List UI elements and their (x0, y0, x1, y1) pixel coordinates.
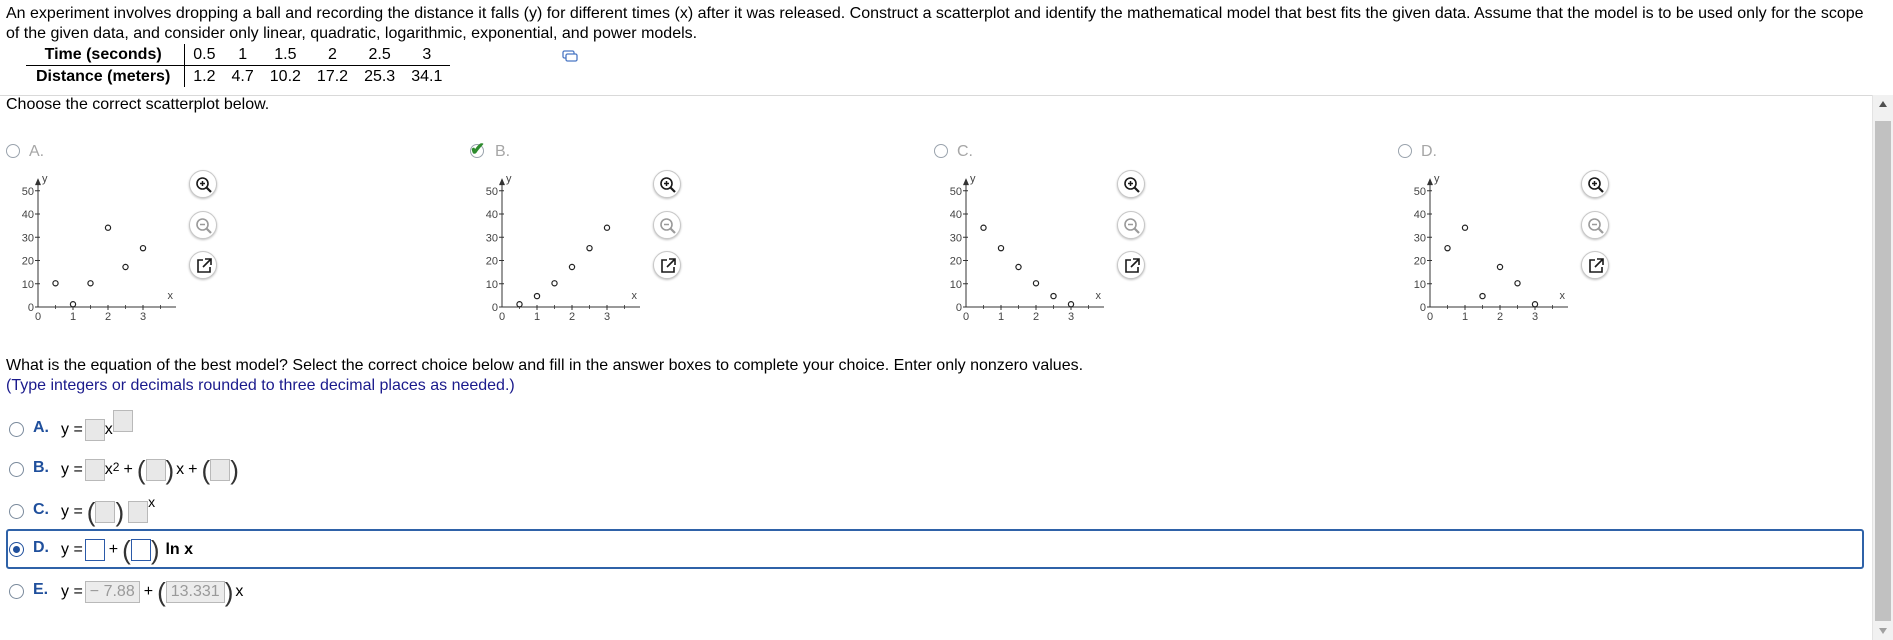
data-point (569, 264, 574, 269)
y-axis-letter: y (970, 173, 976, 186)
checkmark-icon: ✔ (470, 139, 486, 159)
y-axis-arrow (35, 178, 41, 185)
section-divider (0, 95, 1872, 96)
table-cell: 1 (224, 44, 262, 66)
data-point (1068, 302, 1073, 307)
option-label: A. (29, 143, 45, 160)
plot-tools-c (1117, 170, 1151, 280)
answer-box-coefficient[interactable] (128, 501, 148, 523)
x-symbol: x (235, 583, 244, 600)
answer-choice-c[interactable] (6, 493, 1866, 529)
right-paren: ) (224, 577, 234, 607)
popout-icon[interactable] (653, 251, 681, 279)
y-tick-label: 30 (485, 232, 498, 245)
radio-button[interactable] (1398, 144, 1412, 158)
zoom-out-icon[interactable] (1581, 211, 1609, 239)
option-label: C. (957, 143, 973, 160)
x-tick-label: 3 (139, 311, 147, 320)
answer-choice-a[interactable] (6, 411, 1866, 447)
data-point (88, 281, 93, 286)
answer-choice-b[interactable] (6, 451, 1866, 487)
x-tick-label: 1 (997, 311, 1005, 320)
y-tick-label: 40 (21, 209, 34, 221)
answer-box-coefficient[interactable] (85, 419, 105, 441)
data-point (123, 264, 128, 269)
y-tick-label: 50 (1413, 185, 1426, 198)
data-point (1016, 264, 1021, 269)
popout-icon[interactable] (1581, 251, 1609, 279)
table-cell: 0.5 (185, 44, 224, 66)
plot-option-c[interactable] (934, 143, 1234, 163)
zoom-out-icon[interactable] (1117, 211, 1145, 239)
x-tick-label: 3 (1531, 311, 1539, 320)
y-tick-label: 10 (1413, 278, 1426, 291)
answer-box-a[interactable] (85, 539, 105, 561)
data-point (1051, 293, 1056, 298)
table-row (26, 66, 450, 88)
left-paren: ( (86, 497, 96, 527)
right-paren: ) (115, 497, 125, 527)
y-tick-label: 40 (1413, 209, 1426, 221)
data-point (1497, 264, 1502, 269)
y-equals: y = (61, 541, 83, 558)
equation-c (61, 494, 156, 527)
x-symbol: x (104, 421, 113, 438)
x-tick-label: 2 (1496, 311, 1504, 320)
y-tick-label: 0 (27, 302, 34, 314)
y-equals: y = (61, 461, 83, 478)
answer-choice-d[interactable] (6, 531, 1866, 567)
data-point (517, 302, 522, 307)
radio-button-selected[interactable] (9, 542, 24, 557)
x-tick-label: 3 (603, 311, 611, 320)
left-paren: ( (122, 535, 131, 565)
question-2-text: What is the equation of the best model? Select the correct choice below and fill in the answer boxes to complete your choice. Enter only nonzero values. (6, 357, 1084, 374)
x-tick-label: 2 (104, 311, 112, 320)
answer-box-exponent[interactable] (113, 410, 133, 432)
plot-tools-a (189, 170, 223, 280)
y-tick-label: 20 (949, 255, 962, 268)
radio-button[interactable] (9, 504, 24, 519)
answer-box-a[interactable] (85, 459, 105, 481)
y-axis-letter: y (42, 173, 48, 186)
plot-option-a[interactable] (6, 143, 306, 163)
x-axis-letter: x (1559, 290, 1565, 302)
x-tick-label: 1 (69, 311, 77, 320)
popout-icon[interactable] (189, 251, 217, 279)
table-cell: 10.2 (269, 68, 301, 85)
y-tick-label: 50 (21, 185, 34, 198)
table-cell: 34.1 (411, 68, 443, 85)
zoom-in-icon[interactable] (1117, 170, 1145, 198)
scatterplot-d (1398, 170, 1568, 320)
y-axis-arrow (963, 178, 969, 185)
equation-a (61, 419, 133, 441)
data-point (1515, 281, 1520, 286)
answer-box-b[interactable]: 13.331 (166, 581, 225, 603)
plot-option-d[interactable] (1398, 143, 1698, 163)
scroll-up-icon[interactable] (1879, 101, 1887, 107)
y-tick-label: 50 (949, 185, 962, 198)
y-tick-label: 40 (949, 209, 962, 221)
x-tick-label: 0 (1426, 311, 1434, 320)
scroll-thumb[interactable] (1875, 121, 1891, 621)
x-symbol: x (176, 461, 185, 478)
plus-sign: + (108, 541, 119, 558)
y-tick-label: 50 (485, 185, 498, 198)
zoom-out-icon[interactable] (189, 211, 217, 239)
table-cell: 2 (309, 44, 356, 66)
popout-icon[interactable] (1117, 251, 1145, 279)
left-paren: ( (201, 455, 211, 485)
answer-choice-e[interactable] (6, 573, 1866, 609)
y-tick-label: 10 (949, 278, 962, 291)
equation-b (61, 455, 239, 485)
y-axis-arrow (499, 178, 505, 185)
scatterplot-b (470, 170, 640, 320)
scatterplot-a (6, 170, 176, 320)
choice-label: D. (33, 539, 49, 556)
data-point (552, 281, 557, 286)
y-tick-label: 30 (1413, 232, 1426, 245)
table-header-distance: Distance (meters) (26, 66, 185, 88)
y-axis-letter: y (1434, 173, 1440, 186)
table-cell: 4.7 (231, 68, 254, 85)
choice-label: C. (33, 501, 49, 518)
radio-button[interactable] (934, 144, 948, 158)
right-paren: ) (230, 455, 239, 485)
plot-option-b[interactable] (470, 139, 770, 163)
y-tick-label: 0 (491, 302, 498, 314)
table-cell: 17.2 (316, 68, 349, 85)
y-tick-label: 30 (949, 232, 962, 245)
plus-sign: + (188, 461, 198, 478)
radio-button[interactable] (6, 144, 20, 158)
data-point (587, 246, 592, 251)
zoom-in-icon[interactable] (653, 170, 681, 198)
data-point (1480, 293, 1485, 298)
plot-tools-b (653, 170, 687, 280)
zoom-in-icon[interactable] (189, 170, 217, 198)
vertical-scrollbar[interactable] (1872, 95, 1893, 640)
y-axis-letter: y (506, 173, 512, 186)
y-tick-label: 10 (485, 278, 498, 291)
x-tick-label: 0 (498, 311, 506, 320)
data-point (604, 225, 609, 230)
plot-tools-d (1581, 170, 1615, 280)
x-exponent: x (148, 494, 156, 510)
y-tick-label: 20 (485, 255, 498, 268)
x-axis-letter: x (167, 290, 173, 302)
data-point (140, 246, 145, 251)
equation-e (61, 577, 244, 607)
table-cell: 3 (403, 44, 450, 66)
y-tick-label: 30 (21, 232, 34, 245)
y-tick-label: 10 (21, 278, 34, 291)
y-tick-label: 20 (21, 255, 34, 268)
plus-sign: + (123, 461, 133, 478)
right-paren: ) (165, 455, 175, 485)
scroll-down-icon[interactable] (1879, 628, 1887, 634)
data-point (1532, 302, 1537, 307)
table-cell: 1.5 (262, 44, 309, 66)
data-point (53, 281, 58, 286)
radio-button[interactable] (9, 462, 24, 477)
x-tick-label: 0 (962, 311, 970, 320)
table-row (26, 44, 450, 66)
table-header-time: Time (seconds) (26, 44, 185, 66)
choice-label: B. (33, 459, 49, 476)
ln-x: ln x (165, 541, 194, 558)
radio-button[interactable] (9, 422, 24, 437)
exponent-two: 2 (112, 460, 120, 474)
answer-box-b[interactable] (131, 539, 151, 561)
scatterplot-c (934, 170, 1104, 320)
answer-box-c[interactable] (210, 459, 230, 481)
radio-button[interactable] (9, 584, 24, 599)
x-tick-label: 0 (34, 311, 42, 320)
table-cell: 2.5 (356, 44, 403, 66)
left-paren: ( (136, 455, 146, 485)
y-axis-arrow (1427, 178, 1433, 185)
table-cell: 1.2 (193, 68, 216, 85)
x-tick-label: 1 (533, 311, 541, 320)
question-2-hint: (Type integers or decimals rounded to three decimal places as needed.) (6, 377, 515, 394)
x-tick-label: 2 (568, 311, 576, 320)
x-tick-label: 1 (1461, 311, 1469, 320)
option-label: B. (495, 143, 511, 160)
zoom-in-icon[interactable] (1581, 170, 1609, 198)
table-cell: 25.3 (364, 68, 396, 85)
x-tick-label: 3 (1067, 311, 1075, 320)
equation-d (61, 535, 194, 565)
x-axis-letter: x (631, 290, 637, 302)
y-tick-label: 0 (1419, 302, 1426, 314)
data-point (70, 302, 75, 307)
choice-label: A. (33, 419, 49, 436)
copy-data-icon[interactable] (562, 49, 578, 61)
y-equals: y = (61, 583, 83, 600)
left-paren: ( (157, 577, 166, 607)
data-point (998, 246, 1003, 251)
data-point (1462, 225, 1467, 230)
problem-statement: An experiment involves dropping a ball and recording the distance it falls (y) for different times (x) after it was released. Construct a scatterplot and identify the mathematical model that best fits the given data. Assume that the model is to be used only for the scope of the given data, and consider only linear, quadratic, logarithmic, exponential, and power models. (6, 5, 1864, 42)
data-point (105, 225, 110, 230)
x-tick-label: 2 (1032, 311, 1040, 320)
choice-label: E. (33, 581, 49, 598)
right-paren: ) (150, 535, 160, 565)
y-tick-label: 0 (955, 302, 962, 314)
y-tick-label: 40 (485, 209, 498, 221)
zoom-out-icon[interactable] (653, 211, 681, 239)
data-point (981, 225, 986, 230)
option-label: D. (1421, 143, 1437, 160)
answer-box-a[interactable]: − 7.88 (85, 581, 140, 603)
x-squared-base: x (104, 461, 113, 478)
y-equals: y = (61, 503, 83, 520)
question-2 (6, 356, 1083, 396)
plus-sign: + (143, 583, 154, 600)
data-point (534, 293, 539, 298)
answer-box-base[interactable] (95, 501, 115, 523)
y-tick-label: 20 (1413, 255, 1426, 268)
x-axis-letter: x (1095, 290, 1101, 302)
y-equals: y = (61, 421, 83, 438)
question-1: Choose the correct scatterplot below. (6, 96, 270, 113)
data-point (1033, 281, 1038, 286)
data-point (1445, 246, 1450, 251)
data-table (26, 44, 450, 87)
answer-box-b[interactable] (146, 459, 166, 481)
